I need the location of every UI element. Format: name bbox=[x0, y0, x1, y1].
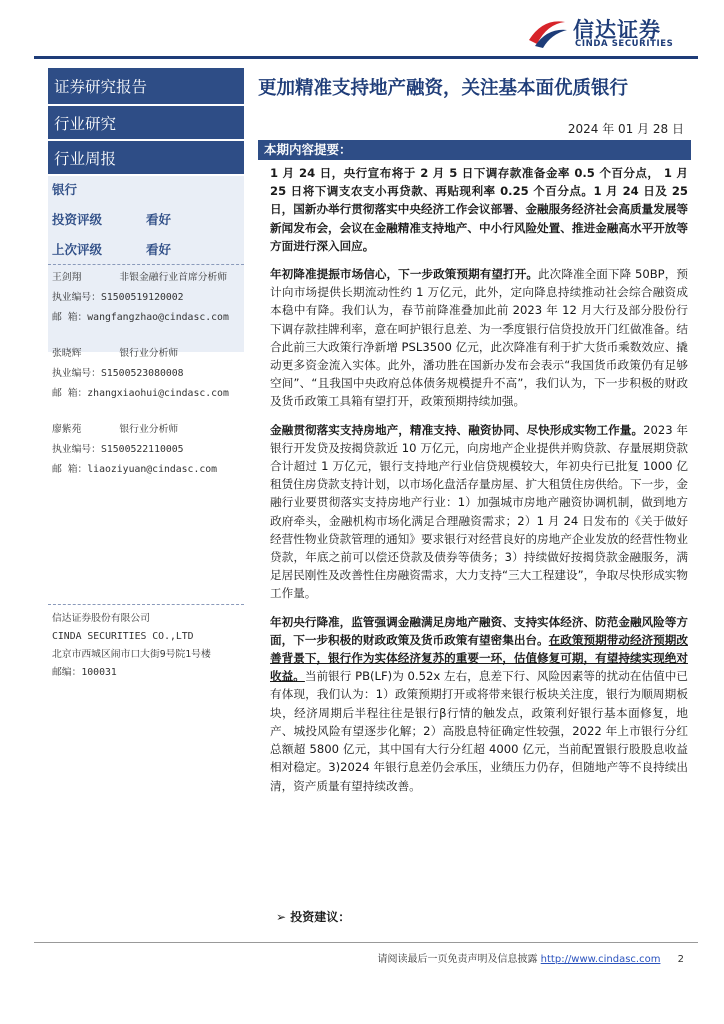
paragraph-4 bbox=[270, 613, 688, 795]
paragraph-2-lead: 年初降准提振市场信心，下一步政策预期有望打开。 bbox=[270, 267, 539, 282]
paragraph-4-lead: 年初央行降准，监管强调金融满足房地产融资、支持实体经济、防范金融风险等方面，下一步积极的财政政策及货币政策有望密集出台。 bbox=[270, 614, 688, 647]
analyst-3 bbox=[52, 420, 217, 480]
paragraph-2-body: 此次降准全面下降 50BP，预计向市场提供长期流动性约 1 万亿元，此外，定向降息持续推动社会综合融资成本稳中有降。我们认为，春节前降准叠加此前 2023 年 12 月大行及部分股份行下调存款挂牌利率，意在呵护银行息差、为一季度银行信贷投放开门红做准备。结合此前三大政策行净新增 PSL3500 亿元，此次降准有利于扩大货币乘数效应、撬动更多资金流入实体。此外，潘功胜在国新办发布会表示“我国货币政策仍有足够空间”、“且我国中央政府总体债务规模提升不高”，我们认为，下一步积极的财政及货币政策工具箱有望打开，政策预期持续加强。 bbox=[270, 267, 688, 409]
report-title: 更加精准支持地产融资，关注基本面优质银行 bbox=[258, 78, 629, 99]
analyst-name: 廖紫苑 bbox=[52, 424, 82, 435]
header-rule bbox=[34, 56, 698, 59]
analyst-2 bbox=[52, 344, 229, 404]
analyst-1 bbox=[52, 268, 229, 328]
last-rating-value: 看好 bbox=[146, 242, 172, 257]
industry-label: 银行 bbox=[52, 182, 78, 197]
footer-disclaimer: 请阅读最后一页免责声明及信息披露 bbox=[377, 954, 538, 965]
company-address: 北京市西城区闹市口大街9号院1号楼 bbox=[52, 649, 211, 660]
analyst-name: 王剑翔 bbox=[52, 272, 82, 283]
report-category: 行业研究 bbox=[48, 106, 244, 139]
page-number: 2 bbox=[677, 954, 684, 965]
company-postcode: 邮编：100031 bbox=[52, 667, 117, 678]
paragraph-3-lead: 金融贯彻落实支持房地产，精准支持、融资协同、尽快形成实物工作量。 bbox=[270, 422, 644, 437]
analyst-license: 执业编号：S1500519120002 bbox=[52, 292, 184, 303]
paragraph-4-body: 当前银行 PB(LF)为 0.52x 左右，息差下行、风险因素等的扰动在估值中已有体现，我们认为：1）政策预期打开或将带来银行板块关注度，银行为顺周期板块，经济周期后半程往往是银行β行情的触发点，政策利好银行基本面修复，地产、城投风险有望逐步化解；2）高股息特征确定性较强，2022 年上市银行分红总额超 5800 亿元，其中国有大行分红超 4000 亿元，当前配置银行股股息收益相对稳定。3)2024 年银行息差仍会承压，业绩压力仍存，但随地产等不良持续出清，资产质量有望持续改善。 bbox=[270, 669, 688, 793]
analyst-license: 执业编号：S1500522110005 bbox=[52, 444, 184, 455]
paragraph-3 bbox=[270, 421, 688, 603]
invest-heading bbox=[276, 908, 350, 925]
logo-name-en: CINDA SECURITIES bbox=[575, 39, 674, 49]
analyst-email[interactable]: 邮 箱：liaoziyuan@cindasc.com bbox=[52, 464, 218, 475]
bullet-icon: ➢ bbox=[276, 910, 291, 924]
company-name-cn: 信达证券股份有限公司 bbox=[52, 613, 150, 624]
footer bbox=[377, 950, 684, 965]
last-rating-label: 上次评级 bbox=[52, 242, 103, 257]
analyst-role: 银行业分析师 bbox=[119, 424, 179, 435]
analyst-email[interactable]: 邮 箱：wangfangzhao@cindasc.com bbox=[52, 312, 229, 323]
summary-content bbox=[270, 164, 688, 805]
summary-heading: 本期内容提要： bbox=[258, 140, 691, 160]
footer-rule bbox=[34, 942, 698, 943]
sidebar-divider bbox=[48, 264, 244, 266]
report-subcategory: 行业周报 bbox=[48, 141, 244, 174]
logo-swoosh-icon bbox=[525, 14, 569, 50]
paragraph-1: 1 月 24 日，央行宣布将于 2 月 5 日下调存款准备金率 0.5 个百分点， 1 月 25 日将下调支农支小再贷款、再贴现利率 0.25 个百分点。1 月 24 日及 25 日，国新办举行贯彻落实中央经济工作会议部署、金融服务经济社会高质量发展等新闻发布会，会议在金融精准支持地产、中小行风险处置、推进金融高水平开放等方面进行深入回应。 bbox=[270, 166, 688, 253]
analyst-role: 银行业分析师 bbox=[119, 348, 179, 359]
footer-url[interactable]: http://www.cindasc.com bbox=[540, 954, 661, 965]
report-date: 2024 年 01 月 28 日 bbox=[567, 122, 684, 136]
report-type: 证券研究报告 bbox=[48, 68, 244, 104]
sidebar-divider bbox=[48, 604, 244, 606]
analyst-license: 执业编号：S1500523080008 bbox=[52, 368, 184, 379]
analyst-email[interactable]: 邮 箱：zhangxiaohui@cindasc.com bbox=[52, 388, 229, 399]
company-name-en: CINDA SECURITIES CO.,LTD bbox=[52, 631, 194, 642]
paragraph-4-underlined: 在政策预期带动经济预期改善背景下，银行作为实体经济复苏的重要一环，估值修复可期，有望持续实现绝对收益。 bbox=[270, 632, 688, 684]
cinda-logo bbox=[525, 14, 700, 50]
analyst-name: 张晓辉 bbox=[52, 348, 82, 359]
company-info bbox=[52, 610, 211, 682]
invest-heading-text: 投资建议： bbox=[290, 910, 351, 924]
paragraph-2 bbox=[270, 265, 688, 411]
rating-value: 看好 bbox=[146, 212, 172, 227]
logo-name-cn: 信达证券 bbox=[573, 18, 661, 42]
paragraph-3-body: 2023 年银行开发贷及按揭贷款近 10 万亿元，向房地产企业提供并购贷款、存量展期贷款合计超过 1 万亿元，银行支持地产行业信贷规模较大，年初央行已批复 1000 亿租赁住房贷款支持计划，以市场化盘活存量房屋、扩大租赁住房供给。下一步，金融行业要贯彻落实支持房地产行业：1）加强城市房地产融资协调机制，做到地方政府牵头，金融机构市场化满足合理融资需求；2）1 月 24 日发布的《关于做好经营性物业贷款管理的通知》要求银行对经营良好的房地产企业发放的经营性物业贷款，年底之前可以偿还贷款及债券等债务；3）持续做好按揭贷款金融服务，满足居民刚性及改善性住房融资需求，大力支持“三大工程建设”，争取尽快形成实物工作量。 bbox=[270, 422, 688, 601]
analyst-role: 非银金融行业首席分析师 bbox=[119, 272, 228, 283]
rating-label: 投资评级 bbox=[52, 212, 103, 227]
